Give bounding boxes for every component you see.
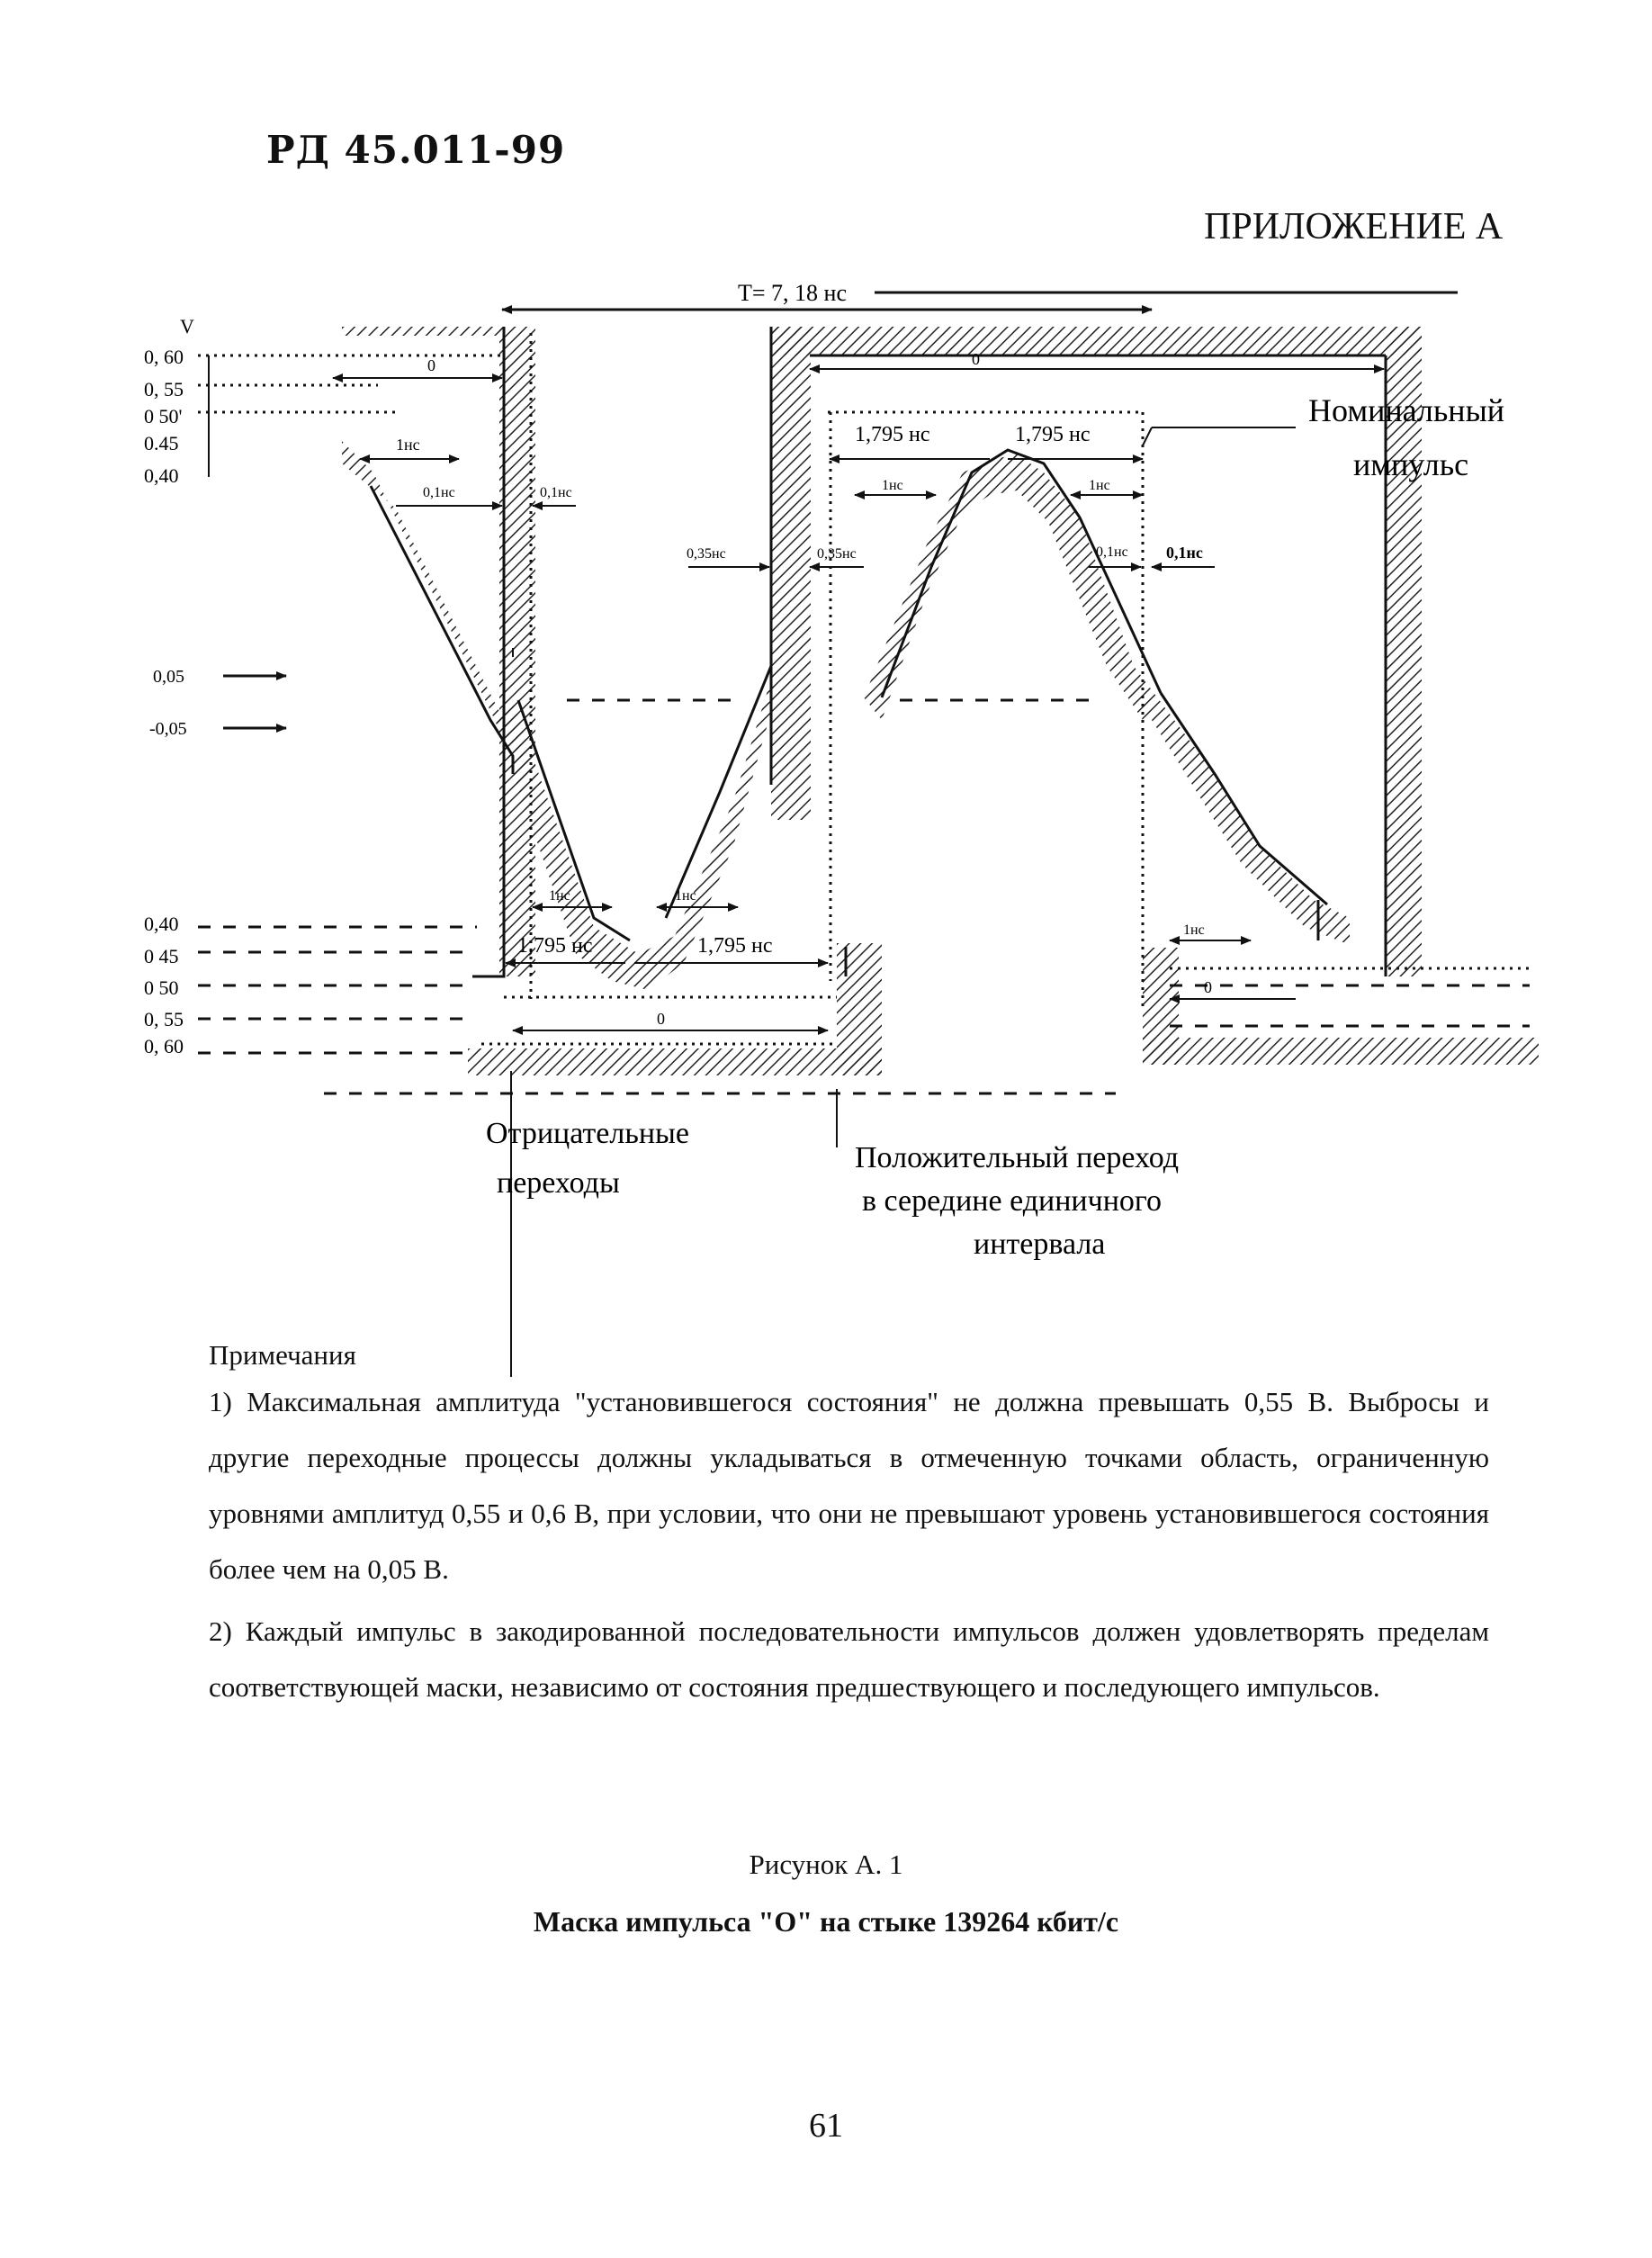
dim-peak-right-1795: 1,795 нс: [1015, 423, 1091, 446]
figure-caption-label: Рисунок А. 1: [749, 1849, 903, 1880]
y-tick-bot-055: 0, 55: [144, 1008, 184, 1030]
negative-transitions-label-2: переходы: [497, 1166, 620, 1200]
dim-peak-right-1ns: 1нс: [1089, 478, 1110, 493]
note-1: 1) Максимальная амплитуда "установившегося состояния" не должна превышать 0,55 В. Выбросы и другие переходные процессы должны укладываться в отмеченную точками область, ограниченную уровнями амплитуд 0,55 и 0,6 В, при условии, что они не превышают уровень установившегося состояния более чем на 0,05 В.: [209, 1386, 1489, 1585]
positive-transition-label-1: Положительный переход: [855, 1141, 1180, 1174]
dim-left-01ns-b: 0,1нс: [540, 485, 572, 500]
period-label: T= 7, 18 нс: [738, 280, 847, 306]
dim-left-01ns-a: 0,1нс: [423, 485, 455, 500]
dim-035ns-a: 0,35нс: [687, 546, 726, 562]
y-tick-top-050: 0 50': [144, 405, 183, 427]
dim-right-01ns-b: 0,1нс: [1166, 544, 1203, 562]
nominal-pulse-label-2: импульс: [1353, 446, 1469, 482]
dim-bottom-left-1ns: 1нс: [549, 888, 570, 904]
y-tick-bot-050: 0 50: [144, 976, 179, 999]
dim-left-1ns: 1нс: [396, 436, 420, 454]
dim-peak-left-1ns: 1нс: [882, 478, 903, 493]
mask-upper-left: [342, 327, 535, 976]
y-tick-top-045: 0.45: [144, 432, 179, 454]
negative-transitions-label-1: Отрицательные: [486, 1117, 689, 1150]
y-tick-top-040: 0,40: [144, 464, 179, 487]
dimensions-upper: [333, 350, 1384, 567]
period-arrow: [502, 280, 1458, 310]
y-tick-mid-005: 0,05: [153, 667, 184, 687]
dim-035ns-b: 0,35нс: [817, 546, 857, 562]
v-axis-unit: V: [180, 315, 194, 337]
y-tick-top-060: 0, 60: [144, 346, 184, 368]
positive-transition-label-2: в середине единичного: [862, 1184, 1162, 1218]
dim-top-middle-0: 0: [972, 350, 980, 368]
dim-upper-left-0: 0: [427, 356, 435, 374]
pulse-mask-figure: [144, 270, 1530, 1287]
dim-bottom-0: 0: [657, 1010, 665, 1028]
dim-bottom-mid-1ns: 1нс: [675, 888, 696, 904]
note-2: 2) Каждый импульс в закодированной последовательности импульсов должен удовлетворять пределам соответствующей маски, независимо от состояния предшествующего и последующего импульсов.: [209, 1615, 1489, 1703]
dim-right-01ns-a: 0,1нс: [1096, 544, 1128, 560]
dim-bottom-right-1ns: 1нс: [1183, 922, 1205, 938]
page-number: 61: [809, 2107, 843, 2145]
dim-trough-left-1795: 1,795 нс: [517, 934, 593, 958]
y-tick-bot-045: 0 45: [144, 945, 179, 967]
y-tick-bot-060: 0, 60: [144, 1035, 184, 1057]
figure-caption-title: Маска импульса "О" на стыке 139264 кбит/с: [533, 1905, 1119, 1938]
y-tick-bot-040: 0,40: [144, 913, 179, 935]
y-tick-top-055: 0, 55: [144, 378, 184, 400]
y-tick-mid-neg005: -0,05: [149, 719, 187, 739]
appendix-title: ПРИЛОЖЕНИЕ А: [1204, 206, 1504, 247]
nominal-pulse-label-1: Номинальный: [1308, 392, 1505, 428]
dim-trough-right-1795: 1,795 нс: [697, 934, 773, 958]
leader-lines: [511, 427, 1296, 1377]
dim-peak-left-1795: 1,795 нс: [855, 423, 930, 446]
mask-right-fall: [1152, 702, 1350, 945]
pulse-mask-diagram: [144, 270, 1530, 1287]
dim-bottom-right-0: 0: [1204, 978, 1212, 996]
y-axis-left: [144, 315, 286, 1057]
document-code: РД 45.011-99: [266, 128, 566, 172]
notes-heading: Примечания: [209, 1339, 356, 1371]
positive-transition-label-3: интервала: [974, 1228, 1106, 1261]
